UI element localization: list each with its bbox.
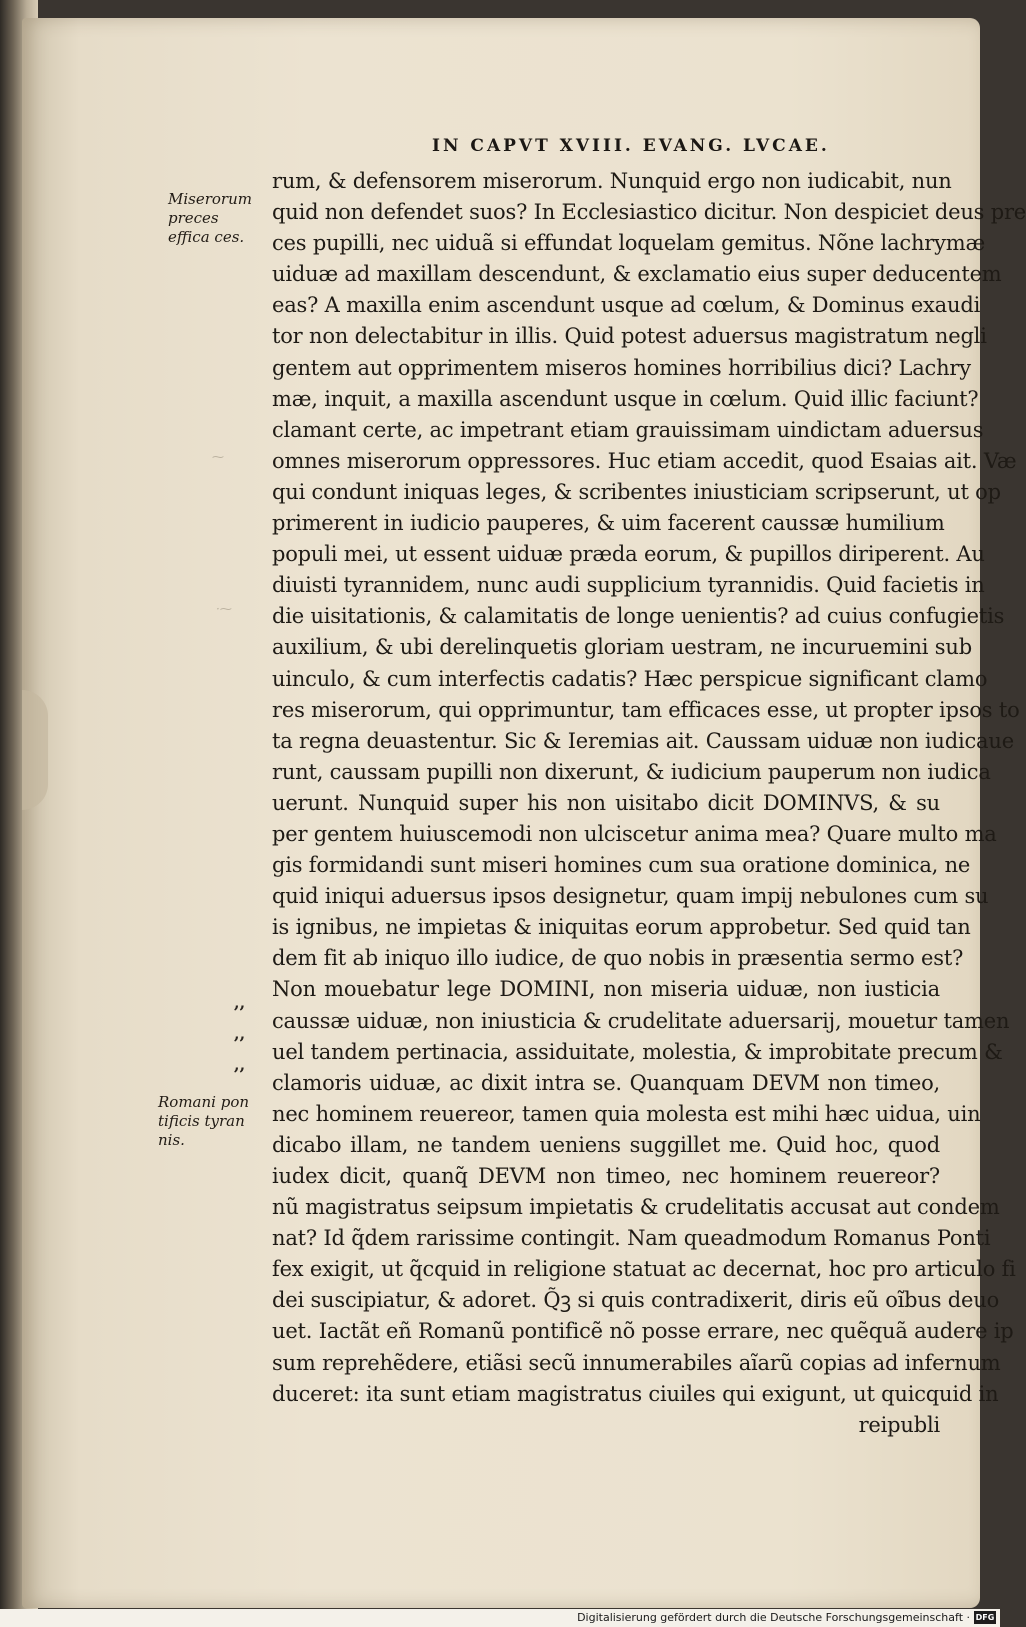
text-line: rum, & defensorem miserorum. Nunquid ergo non iudicabit, nun bbox=[272, 169, 952, 193]
bleed-through-mark: ⁓ bbox=[212, 450, 224, 464]
text-line: per gentem huiuscemodi non ulciscetur anima mea? Quare multo ma bbox=[272, 821, 997, 846]
text-line: runt, caussam pupilli non dixerunt, & iudicium pauperum non iudica bbox=[272, 759, 991, 784]
text-line: uinculo, & cum interfectis cadatis? Hæc perspicue significant clamo bbox=[272, 666, 988, 691]
quote-mark: ,, bbox=[234, 993, 246, 1012]
text-line: uerunt. Nunquid super his non uisitabo dicit DOMINVS, & su bbox=[272, 790, 940, 815]
text-line: ta regna deuastentur. Sic & Ieremias ait. Caussam uiduæ non iudicaue bbox=[272, 728, 1014, 753]
text-line: mæ, inquit, a maxilla ascendunt usque in cœlum. Quid illic faciunt? bbox=[272, 386, 979, 411]
bleed-through-mark: ·⁓ bbox=[216, 602, 232, 616]
text-line: quid iniqui aduersus ipsos designetur, quam impij nebulones cum su bbox=[272, 884, 989, 909]
text-line: diuisti tyrannidem, nunc audi supplicium tyrannidis. Quid facietis in bbox=[272, 573, 985, 598]
text-line: clamant certe, ac impetrant etiam grauissimam uindictam aduersus bbox=[272, 417, 984, 442]
margin-note-romani: Romani pon tificis tyran nis. bbox=[158, 1093, 250, 1149]
text-line: eas? A maxilla enim ascendunt usque ad cœlum, & Dominus exaudi bbox=[272, 293, 981, 318]
text-line: populi mei, ut essent uiduæ præda eorum, & pupillos diriperent. Au bbox=[272, 542, 985, 567]
running-head: IN CAPVT XVIII. EVANG. LVCAE. bbox=[432, 136, 830, 156]
text-line: gentem aut opprimentem miseros homines horribilius dici? Lachry bbox=[272, 355, 971, 380]
text-line: iudex dicit, quanq̃ DEVM non timeo, nec hominem reuereor? bbox=[272, 1164, 940, 1188]
text-line: tor non delectabitur in illis. Quid potest aduersus magistratum negli bbox=[272, 324, 987, 349]
body-text bbox=[272, 166, 1026, 1441]
text-line: res miserorum, qui opprimuntur, tam efficaces esse, ut propter ipsos to bbox=[272, 697, 1020, 722]
text-line: dei suscipiatur, & adoret. Q̃ꝫ si quis contradixerit, diris eũ oĩbus deuo bbox=[272, 1288, 1000, 1313]
text-line: qui condunt iniquas leges, & scribentes iniusticiam scripserunt, ut op bbox=[272, 479, 1001, 504]
text-line: sum reprehẽdere, etiãsi secũ innumerabiles aĩarũ copias ad infernum bbox=[272, 1350, 1001, 1375]
text-line: clamoris uiduæ, ac dixit intra se. Quanquam DEVM non timeo, bbox=[272, 1070, 940, 1095]
text-line: primerent in iudicio pauperes, & uim facerent caussæ humilium bbox=[272, 511, 945, 536]
footer-credit: Digitalisierung gefördert durch die Deutsche Forschungsgemeinschaft · bbox=[577, 1611, 970, 1624]
text-line: dicabo illam, ne tandem ueniens suggillet me. Quid hoc, quod bbox=[272, 1132, 940, 1157]
margin-note-miserorum: Miserorum preces effica ces. bbox=[168, 190, 252, 246]
text-line: fex exigit, ut q̃cquid in religione statuat ac decernat, hoc pro articulo fi bbox=[272, 1257, 1016, 1282]
text-line: quid non defendet suos? In Ecclesiastico dicitur. Non despiciet deus pre bbox=[272, 200, 1026, 225]
text-line: nec hominem reuereor, tamen quia molesta est mihi hæc uidua, uin bbox=[272, 1101, 981, 1126]
text-line: uiduæ ad maxillam descendunt, & exclamatio eius super deducentem bbox=[272, 262, 1002, 287]
text-line: nat? Id q̃dem rarissime contingit. Nam queadmodum Romanus Ponti bbox=[272, 1226, 991, 1251]
text-line: uel tandem pertinacia, assiduitate, molestia, & improbitate precum & bbox=[272, 1039, 1003, 1064]
quote-mark: ,, bbox=[234, 1024, 246, 1043]
text-line: reipubli bbox=[858, 1412, 940, 1437]
text-line: is ignibus, ne impietas & iniquitas eorum approbetur. Sed quid tan bbox=[272, 915, 971, 940]
text-line: uet. Iactãt eñ Romanũ pontificẽ nõ posse errare, nec quẽquã audere ip bbox=[272, 1319, 1014, 1344]
quote-mark: ,, bbox=[234, 1055, 246, 1074]
text-line: die uisitationis, & calamitatis de longe uenientis? ad cuius confugietis bbox=[272, 604, 1005, 629]
text-line: nũ magistratus seipsum impietatis & crudelitatis accusat aut condem bbox=[272, 1195, 1000, 1220]
text-line: ces pupilli, nec uiduã si effundat loquelam gemitus. Nõne lachrymæ bbox=[272, 231, 986, 256]
text-line: gis formidandi sunt miseri homines cum sua oratione dominica, ne bbox=[272, 853, 971, 878]
text-line: dem fit ab iniquo illo iudice, de quo nobis in præsentia sermo est? bbox=[272, 946, 964, 971]
dfg-logo-icon: DFG bbox=[975, 1613, 995, 1622]
clasp-shadow bbox=[22, 690, 48, 810]
text-line: Non mouebatur lege DOMINI, non miseria uiduæ, non iusticia bbox=[272, 977, 940, 1002]
text-line: auxilium, & ubi derelinquetis gloriam uestram, ne incuruemini sub bbox=[272, 635, 972, 660]
text-line: duceret: ita sunt etiam magistratus ciuiles qui exigunt, ut quicquid in bbox=[272, 1381, 999, 1406]
text-line: omnes miserorum oppressores. Huc etiam accedit, quod Esaias ait. Væ bbox=[272, 448, 1017, 473]
text-line: caussæ uiduæ, non iniusticia & crudelitate aduersarij, mouetur tamen bbox=[272, 1008, 1010, 1033]
